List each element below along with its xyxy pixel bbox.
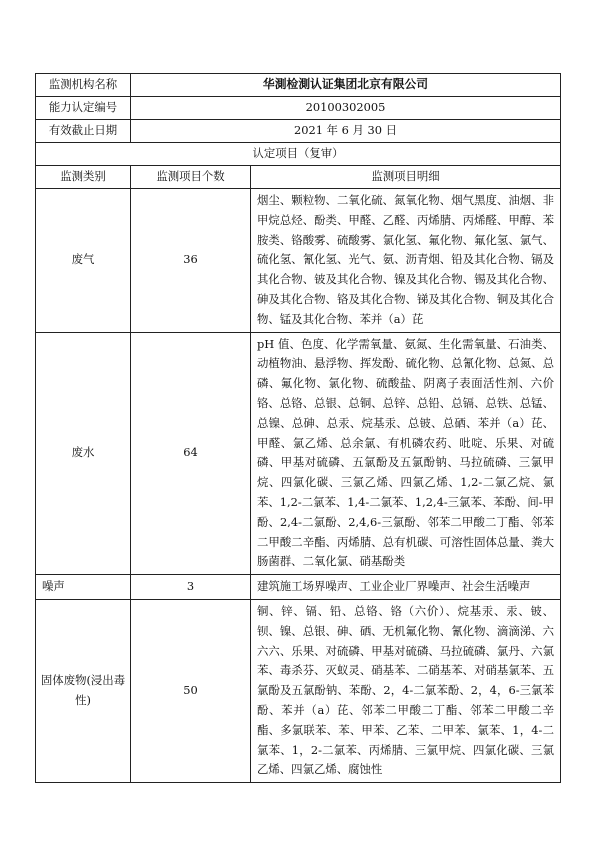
column-header-row [36, 166, 561, 189]
row-detail: 铜、锌、镉、铅、总铬、铬（六价）、烷基汞、汞、铍、钡、镍、总银、砷、硒、无机氟化物、氰化物、滴滴涕、六六六、乐果、对硫磷、甲基对硫磷、马拉硫磷、氯丹、六氯苯、毒杀芬、灭蚁灵、硝基苯、二硝基苯、对硝基氯苯、五氯酚及五氯酚钠、苯酚、2，4-二氯苯酚、2，4，6-三氯苯酚、苯并（a）芘、邻苯二甲酸二丁酯、邻苯二甲酸二辛酯、多氯联苯、苯、甲苯、乙苯、二甲苯、氯苯、1，4-二氯苯、1，2-二氯苯、丙烯腈、三氯甲烷、四氯化碳、三氯乙烯、四氯乙烯、腐蚀性 [251, 599, 561, 782]
table-row [36, 599, 561, 782]
section-title: 认定项目（复审） [36, 143, 561, 166]
agency-label: 监测机构名称 [36, 74, 131, 97]
row-detail: pH 值、色度、化学需氧量、氨氮、生化需氧量、石油类、动植物油、悬浮物、挥发酚、硫化物、总氰化物、总氮、总磷、氟化物、氯化物、硫酸盐、阴离子表面活性剂、六价铬、总铬、总银、总铜、总锌、总铅、总镉、总铁、总锰、总镍、总砷、总汞、烷基汞、总铍、总硒、苯并（a）芘、甲醛、氯乙烯、总余氯、有机磷农药、吡啶、乐果、对硫磷、甲基对硫磷、五氯酚及五氯酚钠、马拉硫磷、三氯甲烷、四氯化碳、三氯乙烯、四氯乙烯、1,2-二氯乙烷、氯苯、1,2-二氯苯、1,4-二氯苯、1,2,4-三氯苯、苯酚、间-甲酚、2,4-二氯酚、2,4,6-三氯酚、邻苯二甲酸二丁酯、邻苯二甲酸二辛酯、丙烯腈、总有机碳、可溶性固体总量、粪大肠菌群、二氧化氯、硝基酚类 [251, 332, 561, 575]
expiry-label: 有效截止日期 [36, 120, 131, 143]
row-count: 36 [131, 189, 251, 333]
cert-value: 20100302005 [131, 97, 561, 120]
row-category: 废气 [36, 189, 131, 333]
row-count: 50 [131, 599, 251, 782]
table-row [36, 189, 561, 333]
column-header-count: 监测项目个数 [131, 166, 251, 189]
row-category: 噪声 [36, 575, 131, 600]
table-row [36, 575, 561, 600]
row-detail: 烟尘、颗粒物、二氧化硫、氮氧化物、烟气黑度、油烟、非甲烷总烃、酚类、甲醛、乙醛、丙烯腈、丙烯醛、甲醇、苯胺类、铬酸雾、硫酸雾、氯化氢、氟化物、氟化氢、氯气、硫化氢、氰化氢、光气、氨、沥青烟、铅及其化合物、镉及其化合物、铍及其化合物、镍及其化合物、锡及其化合物、砷及其化合物、铬及其化合物、锑及其化合物、铜及其化合物、锰及其化合物、苯并（a）芘 [251, 189, 561, 333]
row-category: 固体废物(浸出毒性) [36, 599, 131, 782]
table-row [36, 332, 561, 575]
column-header-category: 监测类别 [36, 166, 131, 189]
row-detail: 建筑施工场界噪声、工业企业厂界噪声、社会生活噪声 [251, 575, 561, 600]
expiry-value: 2021 年 6 月 30 日 [131, 120, 561, 143]
agency-value: 华測检測认证集团北京有限公司 [131, 74, 561, 97]
certification-table [35, 73, 561, 783]
cert-row [36, 97, 561, 120]
agency-row [36, 74, 561, 97]
row-count: 3 [131, 575, 251, 600]
column-header-detail: 监测项目明细 [251, 166, 561, 189]
section-title-row [36, 143, 561, 166]
expiry-row [36, 120, 561, 143]
row-count: 64 [131, 332, 251, 575]
row-category: 废水 [36, 332, 131, 575]
cert-label: 能力认定编号 [36, 97, 131, 120]
